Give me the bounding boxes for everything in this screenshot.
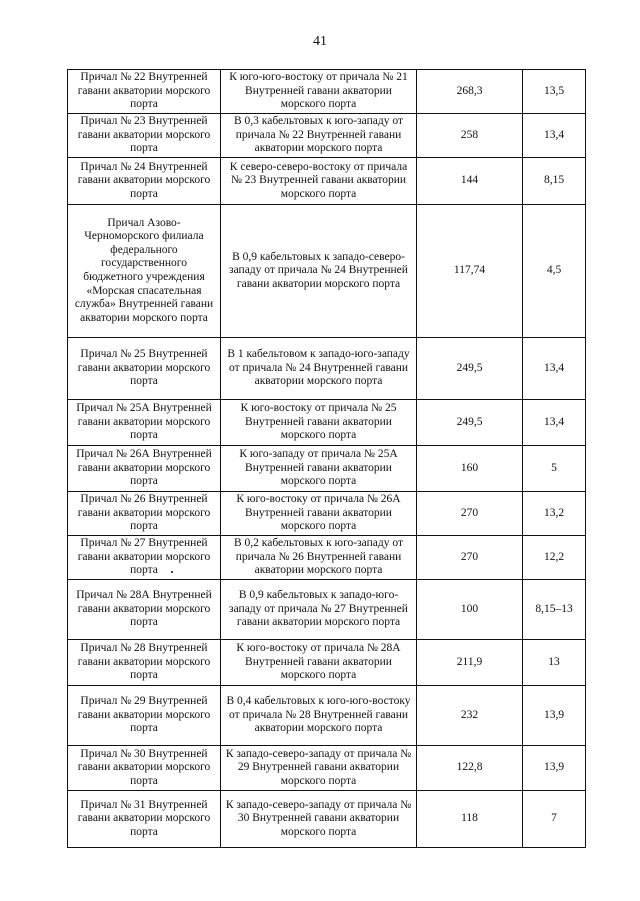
berth-location-cell: В 0,9 кабельтовых к западо-северо-западу от причала № 24 Внутренней гавани акватории морского порта <box>221 205 417 338</box>
table-row <box>68 158 586 205</box>
berth-name-cell: Причал № 25А Внутренней гавани акватории морского порта <box>68 400 221 446</box>
berth-length-cell: 100 <box>417 580 523 640</box>
berth-depth-cell: 13,9 <box>523 686 586 746</box>
berth-name-cell: Причал № 31 Внутренней гавани акватории морского порта <box>68 791 221 848</box>
berth-name-cell: Причал № 27 Внутренней гавани акватории морского порта <box>68 536 221 580</box>
berth-location-cell: К юго-востоку от причала № 25 Внутренней гавани акватории морского порта <box>221 400 417 446</box>
table-row <box>68 205 586 338</box>
berth-name-cell: Причал № 25 Внутренней гавани акватории морского порта <box>68 338 221 400</box>
page-number: 41 <box>313 34 327 49</box>
table-row <box>68 791 586 848</box>
table-row <box>68 640 586 686</box>
berth-name-cell: Причал Азово-Черноморского филиала федерального государственного бюджетного учреждения «Морская спасательная служба» Внутренней гавани акватории морского порта <box>68 205 221 338</box>
berth-length-cell: 268,3 <box>417 70 523 114</box>
table-row <box>68 492 586 536</box>
berth-length-cell: 258 <box>417 114 523 158</box>
berth-depth-cell: 5 <box>523 446 586 492</box>
berth-location-cell: В 0,2 кабельтовых к юго-западу от причала № 26 Внутренней гавани акватории морского порта <box>221 536 417 580</box>
table-row <box>68 746 586 791</box>
berth-depth-cell: 8,15 <box>523 158 586 205</box>
berth-length-cell: 117,74 <box>417 205 523 338</box>
berth-length-cell: 211,9 <box>417 640 523 686</box>
berth-location-cell: К юго-востоку от причала № 28А Внутренней гавани акватории морского порта <box>221 640 417 686</box>
berth-length-cell: 122,8 <box>417 746 523 791</box>
berth-location-cell: В 1 кабельтовом к западо-юго-западу от причала № 24 Внутренней гавани акватории морского порта <box>221 338 417 400</box>
berth-depth-cell: 7 <box>523 791 586 848</box>
berth-depth-cell: 4,5 <box>523 205 586 338</box>
berth-name-cell: Причал № 29 Внутренней гавани акватории морского порта <box>68 686 221 746</box>
berth-location-cell: К юго-юго-востоку от причала № 21 Внутренней гавани акватории морского порта <box>221 70 417 114</box>
berth-name-cell: Причал № 28 Внутренней гавани акватории морского порта <box>68 640 221 686</box>
table-row <box>68 686 586 746</box>
berth-location-cell: В 0,3 кабельтовых к юго-западу от причала № 22 Внутренней гавани акватории морского порта <box>221 114 417 158</box>
berth-name-cell: Причал № 22 Внутренней гавани акватории морского порта <box>68 70 221 114</box>
berth-depth-cell: 13,4 <box>523 400 586 446</box>
berth-depth-cell: 13,5 <box>523 70 586 114</box>
berth-length-cell: 270 <box>417 536 523 580</box>
table-row <box>68 338 586 400</box>
berth-length-cell: 118 <box>417 791 523 848</box>
berth-depth-cell: 13 <box>523 640 586 686</box>
berth-location-cell: В 0,4 кабельтовых к юго-юго-востоку от причала № 28 Внутренней гавани акватории морского порта <box>221 686 417 746</box>
berth-location-cell: К западо-северо-западу от причала № 30 Внутренней гавани акватории морского порта <box>221 791 417 848</box>
berth-depth-cell: 13,4 <box>523 114 586 158</box>
berth-name-cell: Причал № 30 Внутренней гавани акватории морского порта <box>68 746 221 791</box>
berth-length-cell: 249,5 <box>417 338 523 400</box>
berth-location-cell: К западо-северо-западу от причала № 29 Внутренней гавани акватории морского порта <box>221 746 417 791</box>
berth-name-cell: Причал № 26А Внутренней гавани акватории морского порта <box>68 446 221 492</box>
berth-name-cell: Причал № 23 Внутренней гавани акватории морского порта <box>68 114 221 158</box>
table-row <box>68 400 586 446</box>
berth-location-cell: К северо-северо-востоку от причала № 23 Внутренней гавани акватории морского порта <box>221 158 417 205</box>
berth-length-cell: 249,5 <box>417 400 523 446</box>
berth-depth-cell: 13,9 <box>523 746 586 791</box>
berth-depth-cell: 13,4 <box>523 338 586 400</box>
berth-name-cell: Причал № 24 Внутренней гавани акватории морского порта <box>68 158 221 205</box>
table-row <box>68 446 586 492</box>
berth-length-cell: 144 <box>417 158 523 205</box>
table-row <box>68 580 586 640</box>
table-row <box>68 114 586 158</box>
berth-name-cell: Причал № 28А Внутренней гавани акватории морского порта <box>68 580 221 640</box>
berth-location-cell: К юго-востоку от причала № 26А Внутренней гавани акватории морского порта <box>221 492 417 536</box>
berth-name-cell: Причал № 26 Внутренней гавани акватории морского порта <box>68 492 221 536</box>
berth-location-cell: К юго-западу от причала № 25А Внутренней гавани акватории морского порта <box>221 446 417 492</box>
table-row <box>68 536 586 580</box>
berth-length-cell: 270 <box>417 492 523 536</box>
table-row <box>68 70 586 114</box>
berth-table <box>67 69 586 848</box>
berth-length-cell: 160 <box>417 446 523 492</box>
berth-depth-cell: 13,2 <box>523 492 586 536</box>
berth-location-cell: В 0,9 кабельтовых к западо-юго-западу от причала № 27 Внутренней гавани акватории морского порта <box>221 580 417 640</box>
berth-length-cell: 232 <box>417 686 523 746</box>
berth-depth-cell: 12,2 <box>523 536 586 580</box>
berth-depth-cell: 8,15–13 <box>523 580 586 640</box>
scan-speck <box>171 571 173 573</box>
